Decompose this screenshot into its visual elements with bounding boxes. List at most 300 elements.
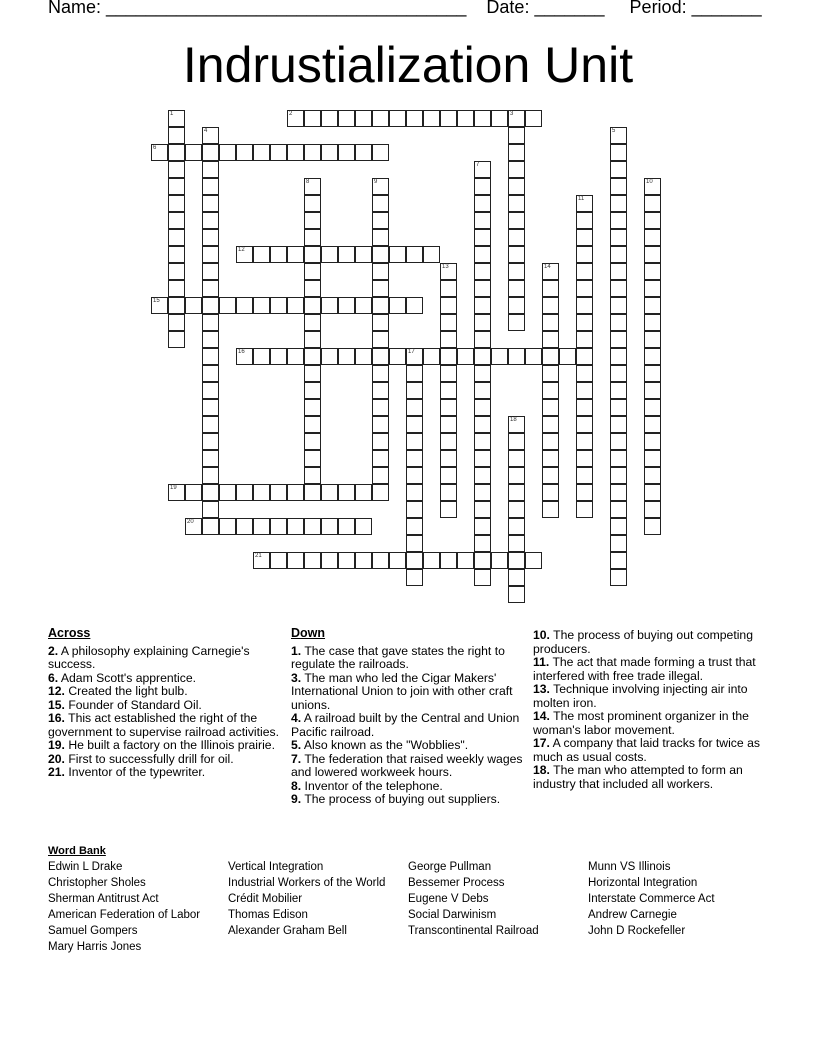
- crossword-cell[interactable]: [202, 229, 219, 246]
- crossword-cell[interactable]: [253, 552, 270, 569]
- crossword-cell[interactable]: [219, 297, 236, 314]
- crossword-cell[interactable]: [236, 348, 253, 365]
- crossword-cell[interactable]: [202, 178, 219, 195]
- crossword-cell[interactable]: [372, 195, 389, 212]
- crossword-cell[interactable]: [304, 382, 321, 399]
- crossword-cell[interactable]: [542, 399, 559, 416]
- crossword-cell[interactable]: [406, 535, 423, 552]
- crossword-cell[interactable]: [406, 246, 423, 263]
- crossword-cell[interactable]: [644, 467, 661, 484]
- crossword-cell[interactable]: [644, 365, 661, 382]
- crossword-cell[interactable]: [525, 348, 542, 365]
- crossword-cell[interactable]: [440, 433, 457, 450]
- crossword-cell[interactable]: [321, 110, 338, 127]
- crossword-cell[interactable]: [304, 297, 321, 314]
- crossword-cell[interactable]: [287, 484, 304, 501]
- crossword-cell[interactable]: [219, 484, 236, 501]
- crossword-cell[interactable]: [372, 144, 389, 161]
- crossword-cell[interactable]: [610, 297, 627, 314]
- crossword-cell[interactable]: [474, 195, 491, 212]
- crossword-cell[interactable]: [508, 416, 525, 433]
- crossword-cell[interactable]: [644, 314, 661, 331]
- crossword-cell[interactable]: [389, 552, 406, 569]
- crossword-cell[interactable]: [644, 382, 661, 399]
- crossword-cell[interactable]: [423, 110, 440, 127]
- crossword-cell[interactable]: [542, 484, 559, 501]
- crossword-cell[interactable]: [202, 331, 219, 348]
- crossword-cell[interactable]: [423, 246, 440, 263]
- crossword-cell[interactable]: [508, 178, 525, 195]
- crossword-cell[interactable]: [372, 450, 389, 467]
- crossword-cell[interactable]: [474, 416, 491, 433]
- crossword-cell[interactable]: [185, 518, 202, 535]
- crossword-cell[interactable]: [168, 144, 185, 161]
- crossword-cell[interactable]: [474, 348, 491, 365]
- crossword-cell[interactable]: [168, 484, 185, 501]
- crossword-cell[interactable]: [610, 552, 627, 569]
- crossword-cell[interactable]: [202, 365, 219, 382]
- crossword-cell[interactable]: [389, 297, 406, 314]
- crossword-cell[interactable]: [372, 246, 389, 263]
- crossword-cell[interactable]: [372, 178, 389, 195]
- crossword-cell[interactable]: [440, 331, 457, 348]
- crossword-cell[interactable]: [508, 467, 525, 484]
- crossword-cell[interactable]: [644, 399, 661, 416]
- crossword-cell[interactable]: [610, 348, 627, 365]
- crossword-cell[interactable]: [406, 518, 423, 535]
- crossword-cell[interactable]: [168, 314, 185, 331]
- crossword-cell[interactable]: [355, 348, 372, 365]
- crossword-cell[interactable]: [644, 331, 661, 348]
- crossword-cell[interactable]: [202, 195, 219, 212]
- crossword-cell[interactable]: [440, 450, 457, 467]
- crossword-cell[interactable]: [389, 348, 406, 365]
- crossword-cell[interactable]: [508, 263, 525, 280]
- crossword-cell[interactable]: [508, 246, 525, 263]
- crossword-cell[interactable]: [287, 552, 304, 569]
- crossword-cell[interactable]: [440, 297, 457, 314]
- crossword-cell[interactable]: [304, 178, 321, 195]
- crossword-cell[interactable]: [576, 246, 593, 263]
- crossword-cell[interactable]: [576, 212, 593, 229]
- crossword-cell[interactable]: [440, 484, 457, 501]
- crossword-cell[interactable]: [253, 348, 270, 365]
- crossword-cell[interactable]: [202, 144, 219, 161]
- crossword-cell[interactable]: [576, 263, 593, 280]
- crossword-cell[interactable]: [644, 212, 661, 229]
- crossword-cell[interactable]: [576, 450, 593, 467]
- crossword-cell[interactable]: [508, 110, 525, 127]
- crossword-cell[interactable]: [610, 467, 627, 484]
- crossword-cell[interactable]: [355, 552, 372, 569]
- crossword-cell[interactable]: [406, 433, 423, 450]
- crossword-cell[interactable]: [304, 365, 321, 382]
- crossword-cell[interactable]: [406, 484, 423, 501]
- crossword-cell[interactable]: [304, 518, 321, 535]
- crossword-cell[interactable]: [474, 110, 491, 127]
- crossword-cell[interactable]: [508, 484, 525, 501]
- crossword-cell[interactable]: [576, 314, 593, 331]
- crossword-cell[interactable]: [508, 280, 525, 297]
- crossword-cell[interactable]: [440, 280, 457, 297]
- crossword-cell[interactable]: [202, 382, 219, 399]
- crossword-cell[interactable]: [372, 467, 389, 484]
- crossword-cell[interactable]: [610, 365, 627, 382]
- crossword-cell[interactable]: [542, 382, 559, 399]
- crossword-cell[interactable]: [406, 552, 423, 569]
- crossword-cell[interactable]: [474, 331, 491, 348]
- crossword-cell[interactable]: [644, 178, 661, 195]
- crossword-cell[interactable]: [270, 518, 287, 535]
- crossword-cell[interactable]: [202, 467, 219, 484]
- crossword-cell[interactable]: [576, 382, 593, 399]
- crossword-cell[interactable]: [287, 144, 304, 161]
- crossword-cell[interactable]: [304, 433, 321, 450]
- crossword-cell[interactable]: [185, 144, 202, 161]
- crossword-cell[interactable]: [202, 280, 219, 297]
- crossword-cell[interactable]: [644, 518, 661, 535]
- crossword-cell[interactable]: [406, 450, 423, 467]
- crossword-cell[interactable]: [202, 450, 219, 467]
- crossword-cell[interactable]: [372, 110, 389, 127]
- crossword-cell[interactable]: [151, 297, 168, 314]
- crossword-cell[interactable]: [423, 348, 440, 365]
- crossword-cell[interactable]: [576, 195, 593, 212]
- crossword-cell[interactable]: [644, 484, 661, 501]
- crossword-cell[interactable]: [508, 450, 525, 467]
- crossword-cell[interactable]: [304, 467, 321, 484]
- crossword-cell[interactable]: [202, 161, 219, 178]
- crossword-cell[interactable]: [253, 246, 270, 263]
- crossword-cell[interactable]: [474, 433, 491, 450]
- crossword-cell[interactable]: [525, 110, 542, 127]
- crossword-cell[interactable]: [321, 518, 338, 535]
- crossword-cell[interactable]: [287, 518, 304, 535]
- crossword-cell[interactable]: [168, 263, 185, 280]
- crossword-cell[interactable]: [508, 144, 525, 161]
- crossword-cell[interactable]: [440, 382, 457, 399]
- crossword-cell[interactable]: [474, 569, 491, 586]
- name-field[interactable]: Name: ____________________________________: [48, 0, 467, 17]
- crossword-cell[interactable]: [508, 297, 525, 314]
- crossword-cell[interactable]: [542, 416, 559, 433]
- crossword-cell[interactable]: [474, 178, 491, 195]
- period-field[interactable]: Period: _______: [629, 0, 762, 17]
- crossword-cell[interactable]: [610, 399, 627, 416]
- crossword-cell[interactable]: [168, 161, 185, 178]
- crossword-cell[interactable]: [491, 110, 508, 127]
- crossword-cell[interactable]: [440, 416, 457, 433]
- crossword-cell[interactable]: [304, 314, 321, 331]
- crossword-cell[interactable]: [202, 501, 219, 518]
- crossword-cell[interactable]: [168, 280, 185, 297]
- crossword-cell[interactable]: [372, 382, 389, 399]
- crossword-cell[interactable]: [542, 331, 559, 348]
- crossword-cell[interactable]: [372, 229, 389, 246]
- crossword-cell[interactable]: [168, 195, 185, 212]
- crossword-cell[interactable]: [508, 569, 525, 586]
- crossword-cell[interactable]: [508, 195, 525, 212]
- crossword-cell[interactable]: [542, 280, 559, 297]
- crossword-cell[interactable]: [440, 348, 457, 365]
- crossword-cell[interactable]: [610, 314, 627, 331]
- crossword-cell[interactable]: [202, 348, 219, 365]
- crossword-cell[interactable]: [355, 484, 372, 501]
- crossword-cell[interactable]: [610, 501, 627, 518]
- crossword-cell[interactable]: [610, 518, 627, 535]
- crossword-cell[interactable]: [440, 501, 457, 518]
- crossword-cell[interactable]: [542, 501, 559, 518]
- crossword-cell[interactable]: [610, 246, 627, 263]
- crossword-cell[interactable]: [508, 229, 525, 246]
- crossword-cell[interactable]: [474, 280, 491, 297]
- crossword-cell[interactable]: [355, 297, 372, 314]
- crossword-cell[interactable]: [355, 246, 372, 263]
- crossword-cell[interactable]: [202, 314, 219, 331]
- crossword-cell[interactable]: [151, 144, 168, 161]
- crossword-cell[interactable]: [610, 382, 627, 399]
- crossword-cell[interactable]: [168, 178, 185, 195]
- crossword-cell[interactable]: [202, 416, 219, 433]
- crossword-cell[interactable]: [304, 280, 321, 297]
- crossword-cell[interactable]: [610, 263, 627, 280]
- crossword-cell[interactable]: [270, 297, 287, 314]
- crossword-cell[interactable]: [304, 229, 321, 246]
- crossword-cell[interactable]: [202, 127, 219, 144]
- crossword-cell[interactable]: [406, 297, 423, 314]
- crossword-cell[interactable]: [287, 246, 304, 263]
- crossword-cell[interactable]: [270, 552, 287, 569]
- crossword-cell[interactable]: [610, 144, 627, 161]
- crossword-cell[interactable]: [508, 501, 525, 518]
- crossword-cell[interactable]: [610, 433, 627, 450]
- crossword-cell[interactable]: [304, 450, 321, 467]
- crossword-cell[interactable]: [202, 246, 219, 263]
- crossword-cell[interactable]: [542, 348, 559, 365]
- crossword-cell[interactable]: [406, 501, 423, 518]
- crossword-cell[interactable]: [423, 552, 440, 569]
- crossword-cell[interactable]: [576, 348, 593, 365]
- crossword-cell[interactable]: [508, 314, 525, 331]
- crossword-cell[interactable]: [508, 161, 525, 178]
- crossword-cell[interactable]: [304, 484, 321, 501]
- crossword-cell[interactable]: [542, 314, 559, 331]
- crossword-cell[interactable]: [253, 144, 270, 161]
- crossword-cell[interactable]: [576, 399, 593, 416]
- crossword-cell[interactable]: [338, 144, 355, 161]
- crossword-cell[interactable]: [236, 144, 253, 161]
- crossword-cell[interactable]: [610, 195, 627, 212]
- crossword-cell[interactable]: [644, 416, 661, 433]
- crossword-cell[interactable]: [304, 552, 321, 569]
- crossword-cell[interactable]: [474, 501, 491, 518]
- crossword-cell[interactable]: [644, 450, 661, 467]
- crossword-cell[interactable]: [321, 144, 338, 161]
- crossword-cell[interactable]: [304, 348, 321, 365]
- crossword-cell[interactable]: [474, 314, 491, 331]
- crossword-cell[interactable]: [304, 246, 321, 263]
- crossword-cell[interactable]: [474, 229, 491, 246]
- crossword-cell[interactable]: [287, 348, 304, 365]
- crossword-cell[interactable]: [270, 144, 287, 161]
- crossword-cell[interactable]: [576, 433, 593, 450]
- crossword-cell[interactable]: [474, 399, 491, 416]
- crossword-cell[interactable]: [304, 212, 321, 229]
- crossword-cell[interactable]: [372, 331, 389, 348]
- crossword-cell[interactable]: [474, 382, 491, 399]
- crossword-cell[interactable]: [508, 518, 525, 535]
- crossword-cell[interactable]: [576, 416, 593, 433]
- crossword-cell[interactable]: [610, 212, 627, 229]
- crossword-cell[interactable]: [338, 348, 355, 365]
- crossword-cell[interactable]: [168, 297, 185, 314]
- crossword-cell[interactable]: [321, 484, 338, 501]
- crossword-cell[interactable]: [474, 263, 491, 280]
- crossword-cell[interactable]: [372, 348, 389, 365]
- crossword-cell[interactable]: [576, 484, 593, 501]
- crossword-cell[interactable]: [576, 467, 593, 484]
- crossword-cell[interactable]: [185, 297, 202, 314]
- crossword-cell[interactable]: [474, 484, 491, 501]
- crossword-cell[interactable]: [321, 348, 338, 365]
- crossword-cell[interactable]: [474, 212, 491, 229]
- crossword-cell[interactable]: [338, 484, 355, 501]
- crossword-cell[interactable]: [644, 433, 661, 450]
- crossword-cell[interactable]: [185, 484, 202, 501]
- crossword-cell[interactable]: [644, 501, 661, 518]
- crossword-cell[interactable]: [389, 110, 406, 127]
- crossword-cell[interactable]: [508, 127, 525, 144]
- crossword-cell[interactable]: [576, 501, 593, 518]
- crossword-cell[interactable]: [219, 518, 236, 535]
- crossword-cell[interactable]: [474, 246, 491, 263]
- crossword-cell[interactable]: [440, 467, 457, 484]
- crossword-cell[interactable]: [491, 552, 508, 569]
- crossword-cell[interactable]: [372, 399, 389, 416]
- crossword-cell[interactable]: [474, 297, 491, 314]
- crossword-cell[interactable]: [372, 280, 389, 297]
- crossword-cell[interactable]: [525, 552, 542, 569]
- crossword-cell[interactable]: [321, 297, 338, 314]
- crossword-cell[interactable]: [287, 297, 304, 314]
- crossword-cell[interactable]: [474, 450, 491, 467]
- crossword-cell[interactable]: [372, 552, 389, 569]
- crossword-cell[interactable]: [338, 552, 355, 569]
- crossword-cell[interactable]: [644, 263, 661, 280]
- crossword-cell[interactable]: [474, 467, 491, 484]
- crossword-cell[interactable]: [610, 127, 627, 144]
- crossword-cell[interactable]: [168, 229, 185, 246]
- crossword-cell[interactable]: [406, 467, 423, 484]
- crossword-cell[interactable]: [372, 314, 389, 331]
- crossword-cell[interactable]: [355, 110, 372, 127]
- crossword-cell[interactable]: [304, 416, 321, 433]
- crossword-cell[interactable]: [236, 297, 253, 314]
- crossword-cell[interactable]: [644, 297, 661, 314]
- crossword-cell[interactable]: [644, 348, 661, 365]
- crossword-cell[interactable]: [219, 144, 236, 161]
- crossword-cell[interactable]: [236, 518, 253, 535]
- crossword-cell[interactable]: [389, 246, 406, 263]
- crossword-cell[interactable]: [406, 110, 423, 127]
- crossword-cell[interactable]: [610, 416, 627, 433]
- crossword-cell[interactable]: [644, 195, 661, 212]
- crossword-cell[interactable]: [508, 535, 525, 552]
- crossword-cell[interactable]: [457, 552, 474, 569]
- crossword-cell[interactable]: [338, 518, 355, 535]
- crossword-cell[interactable]: [236, 484, 253, 501]
- crossword-cell[interactable]: [440, 314, 457, 331]
- crossword-cell[interactable]: [372, 297, 389, 314]
- crossword-cell[interactable]: [304, 144, 321, 161]
- crossword-cell[interactable]: [440, 399, 457, 416]
- crossword-cell[interactable]: [321, 552, 338, 569]
- crossword-cell[interactable]: [542, 467, 559, 484]
- crossword-cell[interactable]: [287, 110, 304, 127]
- crossword-cell[interactable]: [542, 450, 559, 467]
- crossword-cell[interactable]: [508, 586, 525, 603]
- crossword-cell[interactable]: [576, 280, 593, 297]
- crossword-cell[interactable]: [576, 229, 593, 246]
- crossword-cell[interactable]: [202, 263, 219, 280]
- crossword-cell[interactable]: [253, 297, 270, 314]
- crossword-cell[interactable]: [372, 212, 389, 229]
- crossword-cell[interactable]: [253, 484, 270, 501]
- crossword-cell[interactable]: [236, 246, 253, 263]
- crossword-cell[interactable]: [355, 144, 372, 161]
- crossword-cell[interactable]: [610, 569, 627, 586]
- crossword-cell[interactable]: [168, 246, 185, 263]
- crossword-cell[interactable]: [474, 552, 491, 569]
- crossword-cell[interactable]: [644, 246, 661, 263]
- crossword-cell[interactable]: [610, 178, 627, 195]
- crossword-cell[interactable]: [474, 518, 491, 535]
- crossword-cell[interactable]: [372, 365, 389, 382]
- crossword-cell[interactable]: [576, 297, 593, 314]
- crossword-cell[interactable]: [372, 263, 389, 280]
- crossword-cell[interactable]: [168, 127, 185, 144]
- crossword-cell[interactable]: [474, 365, 491, 382]
- crossword-cell[interactable]: [406, 416, 423, 433]
- crossword-cell[interactable]: [559, 348, 576, 365]
- crossword-cell[interactable]: [644, 229, 661, 246]
- crossword-cell[interactable]: [542, 365, 559, 382]
- crossword-cell[interactable]: [321, 246, 338, 263]
- crossword-cell[interactable]: [202, 433, 219, 450]
- crossword-cell[interactable]: [542, 263, 559, 280]
- crossword-cell[interactable]: [474, 535, 491, 552]
- crossword-cell[interactable]: [338, 297, 355, 314]
- crossword-cell[interactable]: [338, 110, 355, 127]
- crossword-cell[interactable]: [576, 331, 593, 348]
- crossword-cell[interactable]: [372, 416, 389, 433]
- crossword-cell[interactable]: [440, 365, 457, 382]
- crossword-cell[interactable]: [508, 212, 525, 229]
- crossword-cell[interactable]: [406, 348, 423, 365]
- crossword-cell[interactable]: [440, 263, 457, 280]
- crossword-cell[interactable]: [202, 212, 219, 229]
- crossword-cell[interactable]: [304, 331, 321, 348]
- crossword-cell[interactable]: [270, 348, 287, 365]
- crossword-cell[interactable]: [304, 399, 321, 416]
- crossword-cell[interactable]: [406, 569, 423, 586]
- crossword-cell[interactable]: [508, 348, 525, 365]
- crossword-cell[interactable]: [610, 161, 627, 178]
- crossword-cell[interactable]: [338, 246, 355, 263]
- crossword-cell[interactable]: [474, 161, 491, 178]
- crossword-cell[interactable]: [610, 331, 627, 348]
- crossword-cell[interactable]: [576, 365, 593, 382]
